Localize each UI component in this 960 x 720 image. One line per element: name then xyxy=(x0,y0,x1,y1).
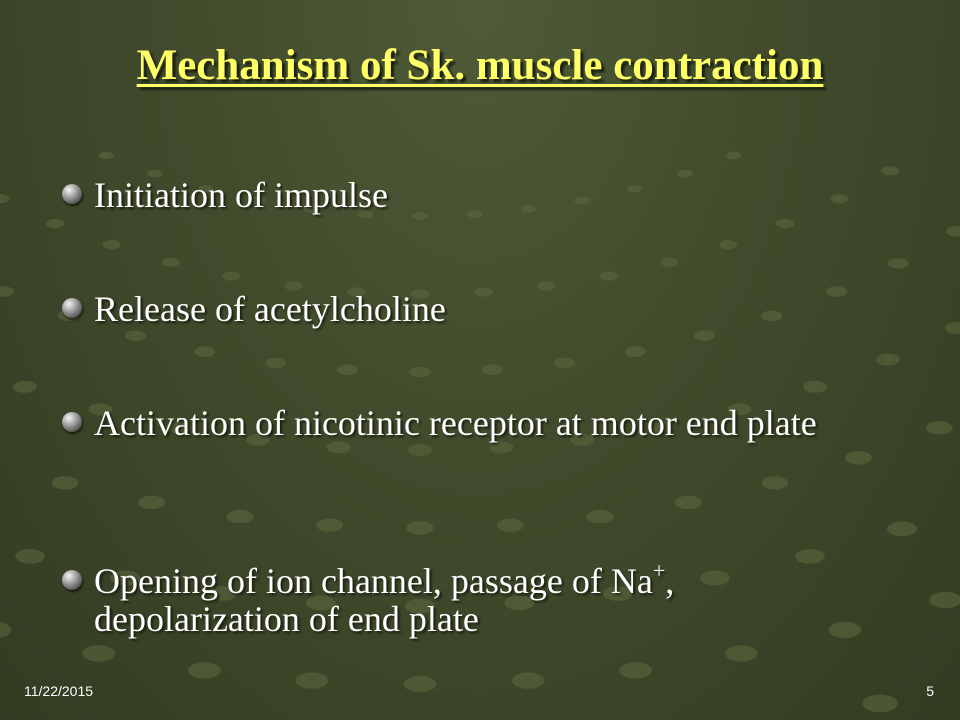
bullet-item xyxy=(62,404,882,442)
sodium-charge-superscript: + xyxy=(652,558,666,583)
footer-date: 11/22/2015 xyxy=(24,683,94,699)
bullet-text-continuation: , depolarization of end plate xyxy=(94,561,675,639)
bullet-sphere-icon xyxy=(62,184,82,204)
bullet-item xyxy=(62,558,882,639)
bullet-item xyxy=(62,290,882,328)
bullet-text: Activation of nicotinic receptor at motor end plate xyxy=(94,403,817,443)
bullet-sphere-icon xyxy=(62,570,82,590)
bullet-text: Release of acetylcholine xyxy=(94,289,446,329)
bullet-sphere-icon xyxy=(62,412,82,432)
bullet-text-main: Opening of ion channel, passage of Na xyxy=(94,561,653,601)
slide-number: 5 xyxy=(926,683,934,699)
bullet-item xyxy=(62,176,882,214)
slide-title: Mechanism of Sk. muscle contraction xyxy=(136,42,824,89)
bullet-text: Initiation of impulse xyxy=(94,175,388,215)
bullet-sphere-icon xyxy=(62,298,82,318)
bullet-text xyxy=(94,558,882,639)
